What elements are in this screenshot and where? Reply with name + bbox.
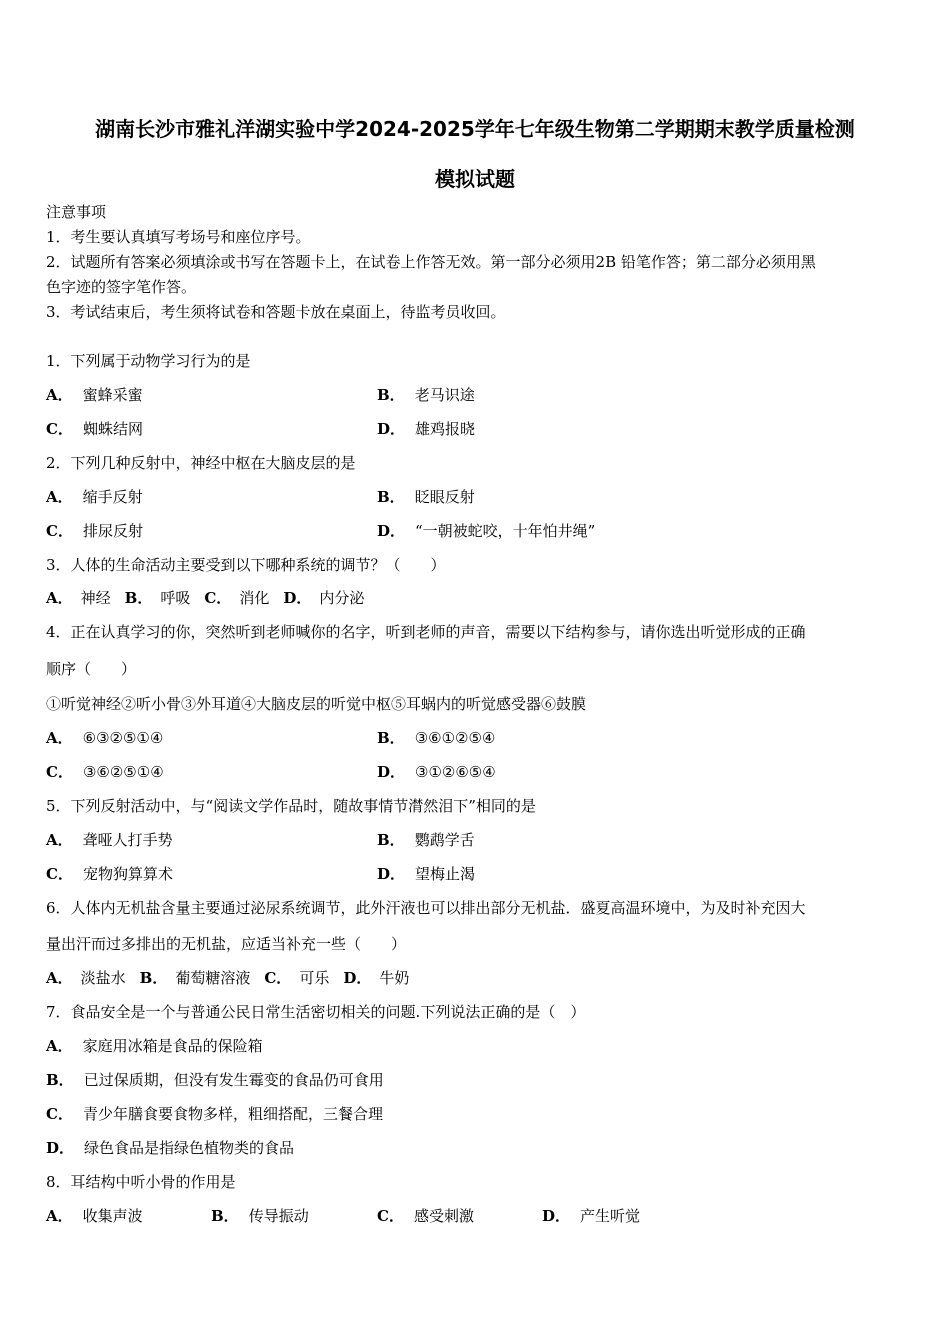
option-text: 可乐 — [299, 969, 330, 987]
option-label: D． — [542, 1207, 571, 1225]
notice-heading: 注意事项 — [46, 203, 107, 221]
option-text: 已过保质期，但没有发生霉变的食品仍可食用 — [83, 1071, 384, 1089]
question-6-stem: 6．人体内无机盐含量主要通过泌尿系统调节，此外汗液也可以排出部分无机盐．盛夏高温环境中，为及时补充因大 — [46, 899, 806, 917]
option-label: B． — [211, 1207, 239, 1225]
option-label: C． — [46, 763, 73, 781]
option-label: B． — [377, 729, 405, 747]
option-label: C． — [46, 865, 73, 883]
option-label: B． — [377, 831, 405, 849]
option-label: C． — [264, 969, 292, 987]
option-text: 排尿反射 — [82, 522, 143, 540]
question-6-stem-cont: 量出汗而过多排出的无机盐，应适当补充一些（ ） — [46, 935, 407, 953]
question-8-option-b — [211, 1206, 309, 1226]
option-text: 眨眼反射 — [414, 488, 475, 506]
question-6-options — [46, 968, 423, 988]
exam-title-line-1: 湖南长沙市雅礼洋湖实验中学2024-2025学年七年级生物第二学期期末教学质量检测 — [95, 117, 855, 141]
question-8-stem: 8．耳结构中听小骨的作用是 — [46, 1173, 236, 1191]
option-text: 消化 — [239, 589, 270, 607]
option-label: A． — [46, 1207, 73, 1225]
option-label: B． — [46, 1071, 74, 1089]
option-label: B． — [124, 589, 153, 607]
question-4-option-a — [46, 728, 163, 748]
option-text: 望梅止渴 — [415, 865, 476, 883]
option-label: B． — [377, 386, 405, 404]
question-1-option-d — [377, 419, 475, 439]
option-label: D． — [343, 969, 372, 987]
option-label: A． — [46, 831, 73, 849]
option-text: ③⑥①②⑤④ — [414, 729, 496, 747]
question-5-option-d — [377, 864, 475, 884]
question-4-stem-cont: 顺序（ ） — [46, 660, 137, 678]
question-7-option-c — [46, 1104, 383, 1124]
option-label: D． — [377, 522, 406, 540]
option-text: 宠物狗算算术 — [82, 865, 173, 883]
option-label: D． — [377, 420, 406, 438]
option-label: A． — [46, 488, 73, 506]
option-label: A． — [46, 386, 73, 404]
option-text: 青少年膳食要食物多样，粗细搭配，三餐合理 — [82, 1105, 383, 1123]
question-3-stem: 3．人体的生命活动主要受到以下哪种系统的调节？（ ） — [46, 556, 446, 574]
option-text: 老马识途 — [414, 386, 475, 404]
question-4-stem: 4．正在认真学习的你，突然听到老师喊你的名字，听到老师的声音，需要以下结构参与，请你选出听觉形成的正确 — [46, 623, 806, 641]
question-1-option-c — [46, 419, 143, 439]
question-2-option-d — [377, 521, 595, 541]
option-text: 蜘蛛结网 — [82, 420, 143, 438]
question-8-option-c — [377, 1206, 474, 1226]
option-text: 内分泌 — [319, 589, 365, 607]
option-text: 聋哑人打手势 — [82, 831, 173, 849]
question-7-option-d — [46, 1138, 294, 1158]
option-text: 牛奶 — [379, 969, 410, 987]
option-text: 产生听觉 — [580, 1207, 641, 1225]
option-text: 鹦鹉学舌 — [414, 831, 475, 849]
question-4-option-d — [377, 762, 496, 782]
question-1-stem: 1．下列属于动物学习行为的是 — [46, 352, 251, 370]
question-5-stem: 5．下列反射活动中，与“阅读文学作品时，随故事情节潸然泪下”相同的是 — [46, 797, 536, 815]
question-2-stem: 2．下列几种反射中，神经中枢在大脑皮层的是 — [46, 454, 356, 472]
option-text: 呼吸 — [160, 589, 191, 607]
option-text: 感受刺激 — [413, 1207, 474, 1225]
option-label: D． — [377, 865, 406, 883]
notice-item: 色字迹的签字笔作答。 — [46, 278, 197, 296]
option-label: C． — [46, 522, 73, 540]
option-label: A． — [46, 1037, 73, 1055]
notice-item: 3．考试结束后，考生须将试卷和答题卡放在桌面上，待监考员收回。 — [46, 303, 506, 321]
option-label: A． — [46, 729, 73, 747]
option-text: 淡盐水 — [80, 969, 126, 987]
question-3-options — [46, 588, 378, 608]
option-label: C． — [46, 420, 73, 438]
option-label: D． — [46, 1139, 75, 1157]
option-text: “一朝被蛇咬，十年怕井绳” — [415, 522, 596, 540]
option-label: D． — [377, 763, 406, 781]
question-2-option-c — [46, 521, 143, 541]
option-text: ③①②⑥⑤④ — [415, 763, 496, 781]
question-5-option-c — [46, 864, 173, 884]
question-4-option-b — [377, 728, 495, 748]
question-8-option-a — [46, 1206, 143, 1226]
option-label: C． — [377, 1207, 404, 1225]
option-label: B． — [139, 969, 168, 987]
question-7-option-a — [46, 1036, 263, 1056]
question-7-stem: 7．食品安全是一个与普通公民日常生活密切相关的问题.下列说法正确的是（ ） — [46, 1003, 586, 1021]
option-text: ③⑥②⑤①④ — [82, 763, 164, 781]
option-text: ⑥③②⑤①④ — [82, 729, 164, 747]
option-text: 传导振动 — [248, 1207, 309, 1225]
option-label: C． — [204, 589, 232, 607]
option-text: 家庭用冰箱是食品的保险箱 — [82, 1037, 263, 1055]
question-1-option-b — [377, 385, 475, 405]
notice-item: 2．试题所有答案必须填涂或书写在答题卡上，在试卷上作答无效。第一部分必须用2B 铅笔作答；第二部分必须用黑 — [46, 253, 816, 271]
question-1-option-a — [46, 385, 143, 405]
notice-item: 1．考生要认真填写考场号和座位序号。 — [46, 228, 311, 246]
question-5-option-a — [46, 830, 173, 850]
exam-title-line-2: 模拟试题 — [435, 167, 515, 191]
question-2-option-b — [377, 487, 475, 507]
question-2-option-a — [46, 487, 143, 507]
question-4-option-c — [46, 762, 164, 782]
option-text: 收集声波 — [82, 1207, 143, 1225]
option-text: 缩手反射 — [82, 488, 143, 506]
option-text: 雄鸡报晓 — [415, 420, 476, 438]
option-text: 蜜蜂采蜜 — [82, 386, 143, 404]
question-7-option-b — [46, 1070, 384, 1090]
option-label: A． — [46, 969, 73, 987]
option-label: B． — [377, 488, 405, 506]
option-text: 葡萄糖溶液 — [175, 969, 251, 987]
option-text: 神经 — [80, 589, 111, 607]
option-label: C． — [46, 1105, 73, 1123]
question-4-structures: ①听觉神经②听小骨③外耳道④大脑皮层的听觉中枢⑤耳蜗内的听觉感受器⑥鼓膜 — [46, 695, 587, 713]
option-label: A． — [46, 589, 73, 607]
question-8-option-d — [542, 1206, 640, 1226]
option-text: 绿色食品是指绿色植物类的食品 — [84, 1139, 295, 1157]
question-5-option-b — [377, 830, 475, 850]
option-label: D． — [283, 589, 312, 607]
